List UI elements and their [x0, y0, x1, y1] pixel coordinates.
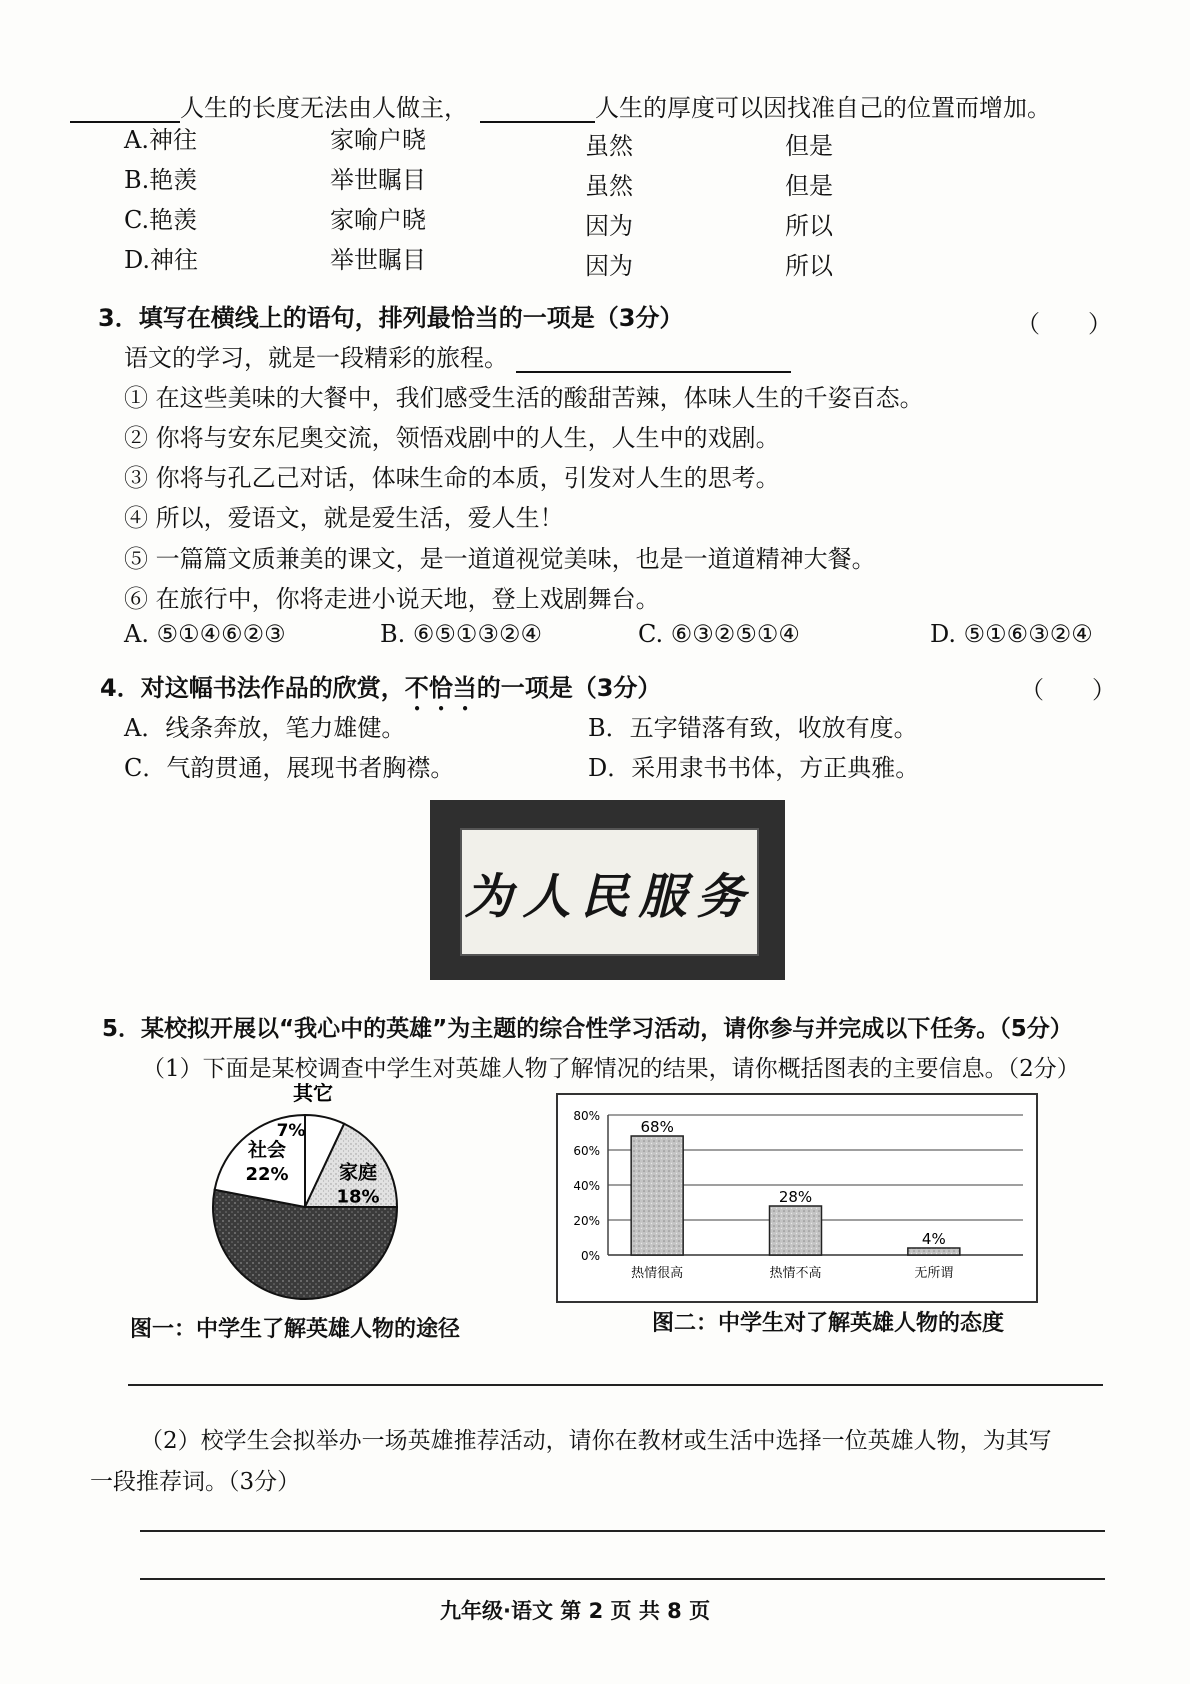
q3-answer-paren[interactable]: （ ）	[1016, 310, 1112, 338]
q2-option-word: 家喻户晓	[330, 126, 426, 154]
bar-category-label: 热情不高	[769, 1266, 822, 1281]
pie-label-name: 家庭	[339, 1161, 378, 1184]
bar-chart	[558, 1095, 1036, 1301]
page-footer: 九年级·语文 第 2 页 共 8 页	[440, 1599, 711, 1623]
q2-option-word: 举世瞩目	[330, 166, 426, 194]
q4-option-b[interactable]: B．五字错落有致，收放有度。	[588, 714, 918, 742]
q2-option-word: 虽然	[585, 172, 633, 200]
bar-2	[908, 1248, 960, 1255]
q2-option-word: 所以	[785, 212, 833, 240]
q3-item-2: ② 你将与安东尼奥交流，领悟戏剧中的人生，人生中的戏剧。	[124, 424, 780, 452]
fig1-caption: 图一：中学生了解英雄人物的途径	[130, 1317, 461, 1342]
q3-item-6: ⑥ 在旅行中，你将走进小说天地，登上戏剧舞台。	[124, 585, 660, 613]
q4-emphasis: 不恰当	[404, 674, 477, 702]
bar-1	[770, 1206, 822, 1255]
pie-label-value: 22%	[245, 1163, 289, 1185]
q3-blank[interactable]	[516, 371, 791, 373]
q3-stem: 语文的学习，就是一段精彩的旅程。	[124, 338, 791, 373]
q3-item-1: ① 在这些美味的大餐中，我们感受生活的酸甜苦辣，体味人生的千姿百态。	[124, 384, 924, 412]
q2-option-word: 但是	[785, 172, 833, 200]
bar-chart-frame	[556, 1093, 1038, 1303]
q4-answer-paren[interactable]: （ ）	[1020, 676, 1116, 704]
bar-ytick-label: 60%	[573, 1144, 600, 1158]
calligraphy-scroll	[430, 800, 785, 980]
q3-option-a[interactable]: A. ⑤①④⑥②③	[124, 620, 286, 648]
q2-option-word: 家喻户晓	[330, 206, 426, 234]
q3-title: 3．填写在横线上的语句，排列最恰当的一项是（3分）	[98, 304, 684, 332]
bar-ytick-label: 0%	[580, 1249, 600, 1263]
q2-option-c[interactable]: C.艳羡	[124, 206, 198, 234]
q2-option-word: 虽然	[585, 132, 633, 160]
q2-option-b[interactable]: B.艳羡	[124, 166, 198, 194]
q4-title: 4．对这幅书法作品的欣赏，不恰当的一项是（3分）	[100, 674, 662, 702]
pie-label-value: 7%	[276, 1121, 306, 1141]
q3-item-5: ⑤ 一篇篇文质兼美的课文，是一道道视觉美味，也是一道道精神大餐。	[124, 545, 876, 573]
q2-option-word: 但是	[785, 132, 833, 160]
bar-data-label: 28%	[778, 1188, 813, 1206]
q2-blank-2[interactable]	[480, 121, 595, 123]
answer-line-1[interactable]	[128, 1384, 1103, 1386]
q3-option-d[interactable]: D. ⑤①⑥③②④	[930, 620, 1093, 648]
calligraphy-text: 为人民服务	[464, 869, 755, 925]
answer-line-2[interactable]	[140, 1530, 1105, 1532]
q2-option-word: 所以	[785, 252, 833, 280]
pie-label-value: 18%	[336, 1186, 380, 1208]
q3-option-c[interactable]: C. ⑥③②⑤①④	[638, 620, 800, 648]
q4-option-c[interactable]: C．气韵贯通，展现书者胸襟。	[124, 754, 455, 782]
q5-sub2-line1: （2）校学生会拟举办一场英雄推荐活动，请你在教材或生活中选择一位英雄人物，为其写	[140, 1428, 1052, 1454]
answer-line-3[interactable]	[140, 1578, 1105, 1580]
bar-category-label: 无所谓	[914, 1266, 954, 1281]
q2-option-d[interactable]: D.神往	[124, 246, 199, 274]
q4-option-a[interactable]: A．线条奔放，笔力雄健。	[124, 714, 406, 742]
bar-0	[631, 1136, 683, 1255]
bar-data-label: 68%	[640, 1118, 674, 1136]
bar-ytick-label: 40%	[573, 1179, 600, 1193]
bar-data-label: 4%	[921, 1230, 946, 1248]
calligraphy-paper	[460, 828, 759, 956]
pie-label-name: 社会	[247, 1138, 286, 1161]
fig2-caption: 图二：中学生对了解英雄人物的态度	[652, 1311, 1005, 1336]
q2-sentence: 人生的长度无法由人做主， 人生的厚度可以因找准自己的位置而增加。	[70, 88, 1051, 123]
q3-item-4: ④ 所以，爱语文，就是爱生活，爱人生！	[124, 504, 564, 532]
q4-option-d[interactable]: D．采用隶书书体，方正典雅。	[588, 754, 920, 782]
q2-option-word: 举世瞩目	[330, 246, 426, 274]
bar-ytick-label: 80%	[573, 1109, 600, 1123]
q3-option-b[interactable]: B. ⑥⑤①③②④	[380, 620, 542, 648]
bar-category-label: 热情很高	[631, 1266, 684, 1281]
q5-sub2-line2: 一段推荐词。（3分）	[90, 1469, 301, 1495]
q5-sub1: （1）下面是某校调查中学生对英雄人物了解情况的结果，请你概括图表的主要信息。（2分）	[142, 1056, 1080, 1082]
q2-option-a[interactable]: A.神往	[124, 126, 197, 154]
pie-chart	[210, 1082, 425, 1312]
q2-option-word: 因为	[585, 212, 633, 240]
q3-item-3: ③ 你将与孔乙己对话，体味生命的本质，引发对人生的思考。	[124, 464, 780, 492]
bar-ytick-label: 20%	[573, 1214, 600, 1228]
q5-title: 5．某校拟开展以“我心中的英雄”为主题的综合性学习活动，请你参与并完成以下任务。（5分）	[102, 1016, 1073, 1042]
q2-option-word: 因为	[585, 252, 633, 280]
pie-label-name: 其它	[293, 1082, 333, 1105]
